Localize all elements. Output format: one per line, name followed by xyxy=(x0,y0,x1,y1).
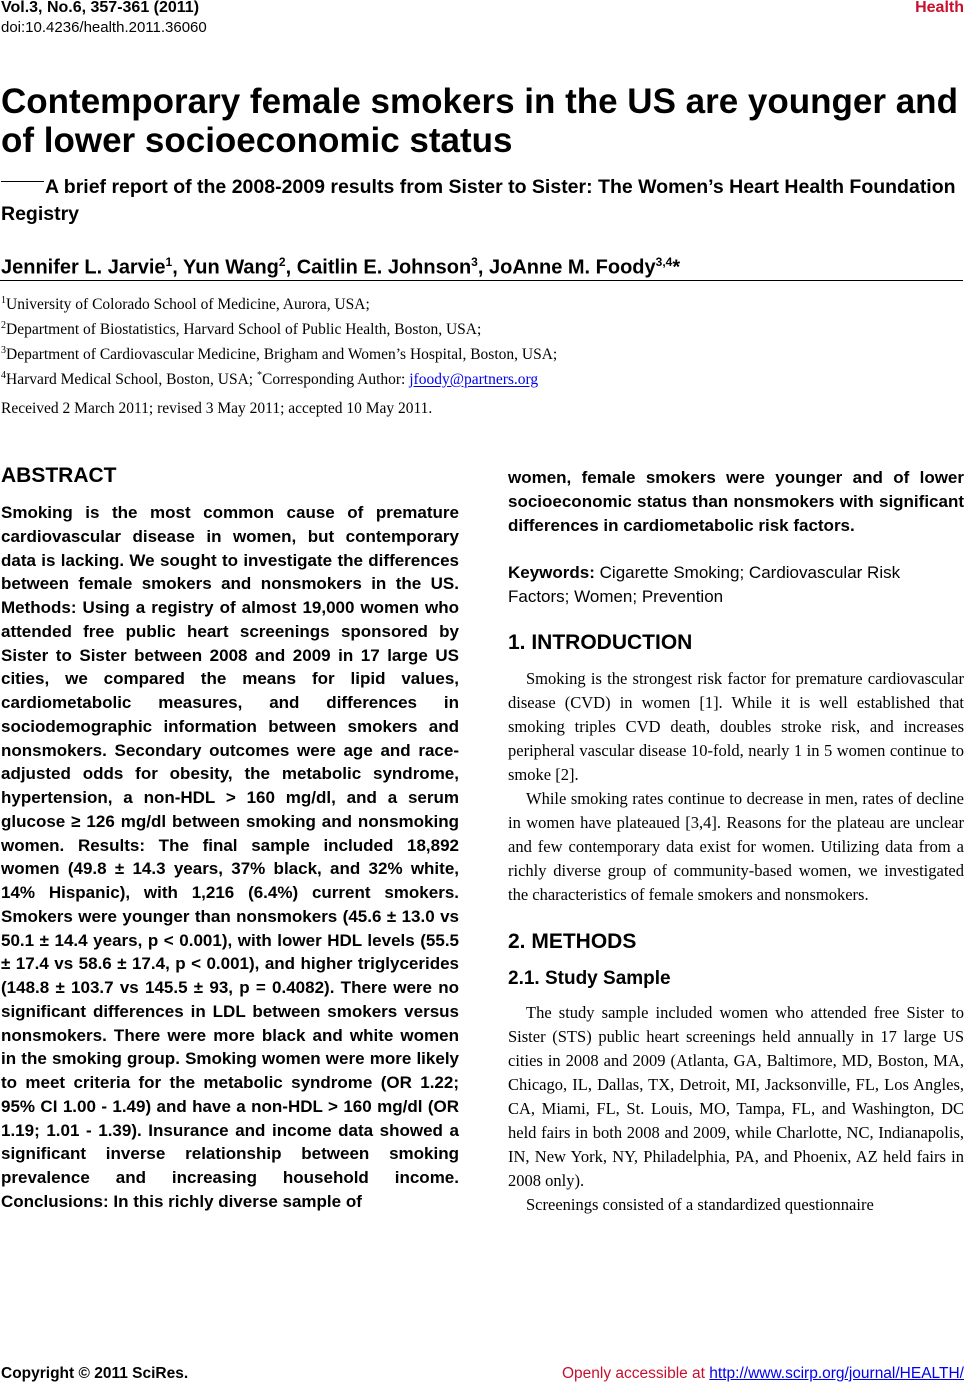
paragraph: While smoking rates continue to decrease in men, rates of decline in women have plateaued [3,4]. Reasons for the plateau are unclear and few contemporary data exist for women. Utilizing data from a richly diverse group of community-based women, we investigated the characteristics of female smokers and nonsmokers. xyxy=(508,789,964,905)
author-affil-mark: 2 xyxy=(278,255,286,269)
author-affil-mark: 1 xyxy=(165,255,173,269)
corresponding-label: Corresponding Author: xyxy=(261,371,410,389)
subtitle-text: A brief report of the 2008-2009 results from Sister to Sister: The Women’s Heart Health Foundation Registry xyxy=(1,176,956,225)
keywords-label: Keywords: xyxy=(508,563,595,583)
journal-volume: Vol.3, No.6, 357-361 (2011) xyxy=(1,0,200,16)
abstract-body: Smoking is the most common cause of premature cardiovascular disease in women, but contemporary data is lacking. We sought to investigate the differences between female smokers and nonsmokers in the US. Methods: Using a registry of almost 19,000 women who attended free public heart screenings sponsored by Sister to Sister between 2008 and 2009 in 17 large US cities, we compared the means for lipid values, cardiometabolic measures, and differences in sociodemographic information between smokers and nonsmokers. Secondary outcomes were age and race-adjusted odds for obesity, the metabolic syndrome, hypertension, a non-HDL > 160 mg/dl, and a serum glucose ≥ 126 mg/dl between smoking and nonsmoking women. Results: The final sample included 18,892 women (49.8 ± 14.3 years, 37% black, and 32% white, 14% Hispanic), with 1,216 (6.4%) current smokers. Smokers were younger than nonsmokers (45.6 ± 13.0 vs 50.1 ± 14.4 years, p < 0.001), with lower HDL levels (55.5 ± 17.4 vs 58.6 ± 17.4, p < 0.001), and higher triglycerides (148.8 ± 103.7 vs 145.5 ± 93, p = 0.4082). There were no significant differences in LDL between smokers versus nonsmokers. There were more black and white women in the smoking group. Smoking women were more likely to meet criteria for the metabolic syndrome (OR 1.22; 95% CI 1.00 - 1.49) and have a non-HDL > 160 mg/dl (OR 1.19; 1.01 - 1.39). Insurance and income data showed a significant inverse relationship between smoking prevalence and increasing household income. Conclusions: In this richly diverse sample of xyxy=(1,503,459,1211)
journal-url-link[interactable]: http://www.scirp.org/journal/HEALTH/ xyxy=(709,1365,964,1382)
affiliation-mark: 2 xyxy=(1,320,6,332)
keywords xyxy=(508,561,964,608)
abstract-heading: ABSTRACT xyxy=(1,464,117,487)
author-name: Caitlin E. Johnson xyxy=(296,256,472,279)
open-access-label: Openly accessible at xyxy=(561,1365,710,1382)
author-name: JoAnne M. Foody xyxy=(488,256,656,279)
running-header xyxy=(1,0,207,38)
affiliation xyxy=(1,340,557,365)
corresponding-mark: * xyxy=(256,370,262,382)
dash-rule xyxy=(1,181,44,182)
author-affil-mark: 3 xyxy=(471,255,478,269)
affiliation-text: Harvard Medical School, Boston, USA; xyxy=(6,371,257,389)
affiliation xyxy=(1,290,557,315)
affiliation xyxy=(1,365,557,390)
affiliation-text: Department of Biostatistics, Harvard School of Public Health, Boston, USA; xyxy=(6,321,482,339)
author-name: Yun Wang xyxy=(182,256,279,279)
email-link[interactable]: jfoody@partners.org xyxy=(409,371,539,389)
header-divider xyxy=(0,280,963,281)
received-dates: Received 2 March 2011; revised 3 May 2011; accepted 10 May 2011. xyxy=(1,400,433,417)
copyright: Copyright © 2011 SciRes. xyxy=(1,1365,189,1382)
affiliation-text: Department of Cardiovascular Medicine, Brigham and Women’s Hospital, Boston, USA; xyxy=(6,346,558,364)
paragraph: Smoking is the strongest risk factor for premature cardiovascular disease (CVD) in women [1]. While it is well established that smoking triples CVD death, doubles stroke risk, and increases peripheral vascular disease 10-fold, nearly 1 in 5 women continue to smoke [2]. xyxy=(508,669,964,785)
section-heading-methods: 2. METHODS xyxy=(508,930,637,954)
journal-name: Health xyxy=(915,0,964,16)
affiliation-text: University of Colorado School of Medicine, Aurora, USA; xyxy=(6,296,370,314)
affiliation xyxy=(1,315,557,340)
affiliation-mark: 3 xyxy=(1,345,6,357)
affiliation-mark: 4 xyxy=(1,370,6,382)
author-name: Jennifer L. Jarvie xyxy=(1,256,166,279)
author-affil-mark: 3,4 xyxy=(655,255,673,269)
paragraph: The study sample included women who attended free Sister to Sister (STS) public heart screenings held annually in 17 large US cities in 2008 and 2009 (Atlanta, GA, Baltimore, MD, Boston, MA, Chicago, IL, Dallas, TX, Detroit, MI, Jacksonville, FL, Los Angles, CA, Miami, FL, St. Louis, MO, Tampa, FL, and Washington, DC held fairs in both 2008 and 2009, while Charlotte, NC, Indianapolis, IN, New York, NY, Philadelphia, PA, and Phoenix, AZ held fairs in 2008 only). xyxy=(508,1003,964,1191)
paragraph: Screenings consisted of a standardized questionnaire xyxy=(526,1195,874,1215)
affiliations xyxy=(1,290,557,391)
affiliation-mark: 1 xyxy=(1,295,6,306)
corresponding-mark: * xyxy=(672,256,681,279)
right-column xyxy=(508,466,964,1217)
open-access-note xyxy=(562,1364,964,1384)
section-heading-introduction: 1. INTRODUCTION xyxy=(508,631,693,655)
left-column xyxy=(1,462,459,1214)
abstract-continued: women, female smokers were younger and of lower socioeconomic status than nonsmokers with significant differences in cardiometabolic risk factors. xyxy=(508,468,964,535)
subsection-heading-study-sample: 2.1. Study Sample xyxy=(508,968,671,990)
paper-subtitle xyxy=(1,174,961,228)
doi: doi:10.4236/health.2011.36060 xyxy=(1,19,207,36)
paper-title: Contemporary female smokers in the US are younger and of lower socioeconomic status xyxy=(1,82,958,160)
keywords-text: Cigarette Smoking; Cardiovascular Risk Factors; Women; Prevention xyxy=(508,563,901,606)
author-list: Jennifer L. Jarvie$^1$, Yun Wang$^2$, Caitlin E. Johnson$^3$, JoAnne M. Foody$^{3,4}$* xyxy=(1,255,681,279)
